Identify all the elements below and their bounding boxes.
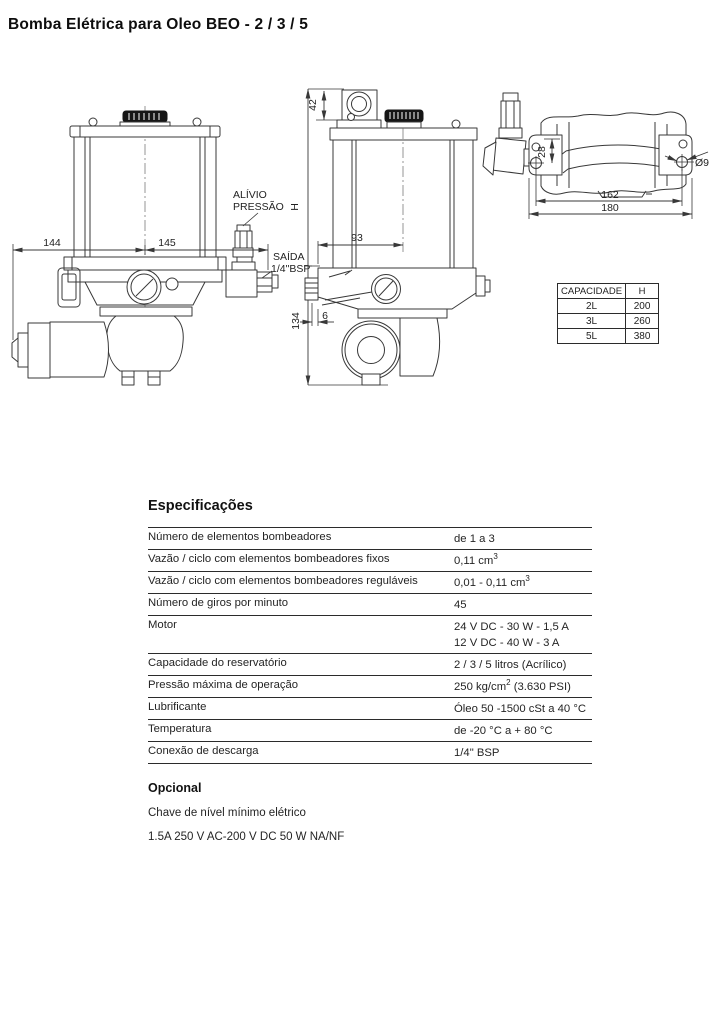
relief-label: ALÍVIO <box>233 189 267 201</box>
spec-label: Número de giros por minuto <box>148 594 454 616</box>
relief-label: PRESSÃO <box>233 201 284 213</box>
capacity-table-body <box>558 299 659 344</box>
spec-value: 250 $kg/cm^2$ (3.630 PSI) <box>454 676 592 698</box>
top-view <box>483 93 709 219</box>
capacity-row <box>558 329 659 344</box>
spec-label: Pressão máxima de operação <box>148 676 454 698</box>
relief-valve <box>232 225 255 270</box>
outlet-stub <box>305 278 318 300</box>
bolt <box>193 118 201 126</box>
optional-lines <box>148 807 344 843</box>
relief-valve-top <box>483 93 532 175</box>
dim-180: 180 <box>601 202 619 214</box>
capacity-cell: 5L <box>558 329 626 344</box>
spec-row <box>148 720 592 742</box>
spec-row <box>148 698 592 720</box>
spec-value: de -20 °C a + 80 °C <box>454 720 592 742</box>
height-cell: 260 <box>626 314 659 329</box>
motor-flange <box>342 321 400 379</box>
spec-label: Número de elementos bombeadores <box>148 528 454 550</box>
dim-6: 6 <box>322 310 328 322</box>
spec-row <box>148 528 592 550</box>
spec-label: Motor <box>148 616 454 654</box>
optional-heading: Opcional <box>148 781 202 795</box>
capacity-row <box>558 299 659 314</box>
spec-value: de 1 a 3 <box>454 528 592 550</box>
capacity-table <box>557 283 659 344</box>
dim-134: 134 <box>290 312 302 330</box>
capacity-cell: 2L <box>558 299 626 314</box>
spec-row <box>148 654 592 676</box>
optional-line: Chave de nível mínimo elétrico <box>148 807 306 819</box>
dim-144: 144 <box>43 237 61 249</box>
top-plate <box>70 126 220 137</box>
spec-value: 1/4" BSP <box>454 742 592 764</box>
sight-glass <box>127 270 161 304</box>
spec-label: Lubrificante <box>148 698 454 720</box>
optional-section <box>148 781 344 843</box>
outlet-label: 1/4"BSP <box>271 263 311 275</box>
height-header: H <box>626 284 659 299</box>
spec-value: 24 V DC - 30 W - 1,5 A 12 V DC - 40 W - 3 A <box>454 616 592 654</box>
outlet-label: SAÍDA <box>273 251 305 263</box>
mounting-plate-right <box>659 135 692 175</box>
spec-row <box>148 616 592 654</box>
spec-row <box>148 550 592 572</box>
spec-row <box>148 594 592 616</box>
spec-table <box>148 527 592 764</box>
spec-value: 45 <box>454 594 592 616</box>
spec-value: 0,11 $cm^3$ <box>454 550 592 572</box>
dim-28: 28 <box>536 146 548 158</box>
specs-section <box>148 498 592 764</box>
spec-row <box>148 572 592 594</box>
optional-line: 1.5A 250 V AC-200 V DC 50 W NA/NF <box>148 831 345 843</box>
spec-value: Óleo 50 -1500 cSt a 40 °C <box>454 698 592 720</box>
pump-lower-body <box>107 316 183 371</box>
page-title: Bomba Elétrica para Oleo BEO - 2 / 3 / 5 <box>8 16 309 34</box>
side-view <box>289 89 490 385</box>
filler-cap <box>123 111 167 122</box>
dim-93: 93 <box>351 232 363 244</box>
front-view <box>12 106 310 385</box>
specs-heading: Especificações <box>148 498 253 514</box>
capacity-cell: 3L <box>558 314 626 329</box>
top-plate-side <box>330 128 477 140</box>
capacity-header: CAPACIDADE <box>558 284 626 299</box>
spec-row <box>148 676 592 698</box>
capacity-row <box>558 314 659 329</box>
dim-H: H <box>289 203 301 211</box>
spec-label: Vazão / ciclo com elementos bombeadores fixos <box>148 550 454 572</box>
spec-row <box>148 742 592 764</box>
dim-162: 162 <box>601 189 619 201</box>
technical-drawing <box>0 75 717 405</box>
motor <box>12 322 109 378</box>
spec-value: 2 / 3 / 5 litros (Acrílico) <box>454 654 592 676</box>
dim-145: 145 <box>158 237 176 249</box>
filler-cap-side <box>385 110 423 122</box>
spec-table-body <box>148 528 592 764</box>
spec-value: 0,01 - 0,11 $cm^3$ <box>454 572 592 594</box>
dim-hole-diameter: Ø9 <box>695 157 710 169</box>
spec-label: Temperatura <box>148 720 454 742</box>
dim-42: 42 <box>307 99 319 111</box>
spec-label: Conexão de descarga <box>148 742 454 764</box>
spec-label: Vazão / ciclo com elementos bombeadores reguláveis <box>148 572 454 594</box>
bolt <box>89 118 97 126</box>
cable-connector <box>337 90 381 128</box>
height-cell: 380 <box>626 329 659 344</box>
height-cell: 200 <box>626 299 659 314</box>
spec-label: Capacidade do reservatório <box>148 654 454 676</box>
flange <box>64 257 226 270</box>
